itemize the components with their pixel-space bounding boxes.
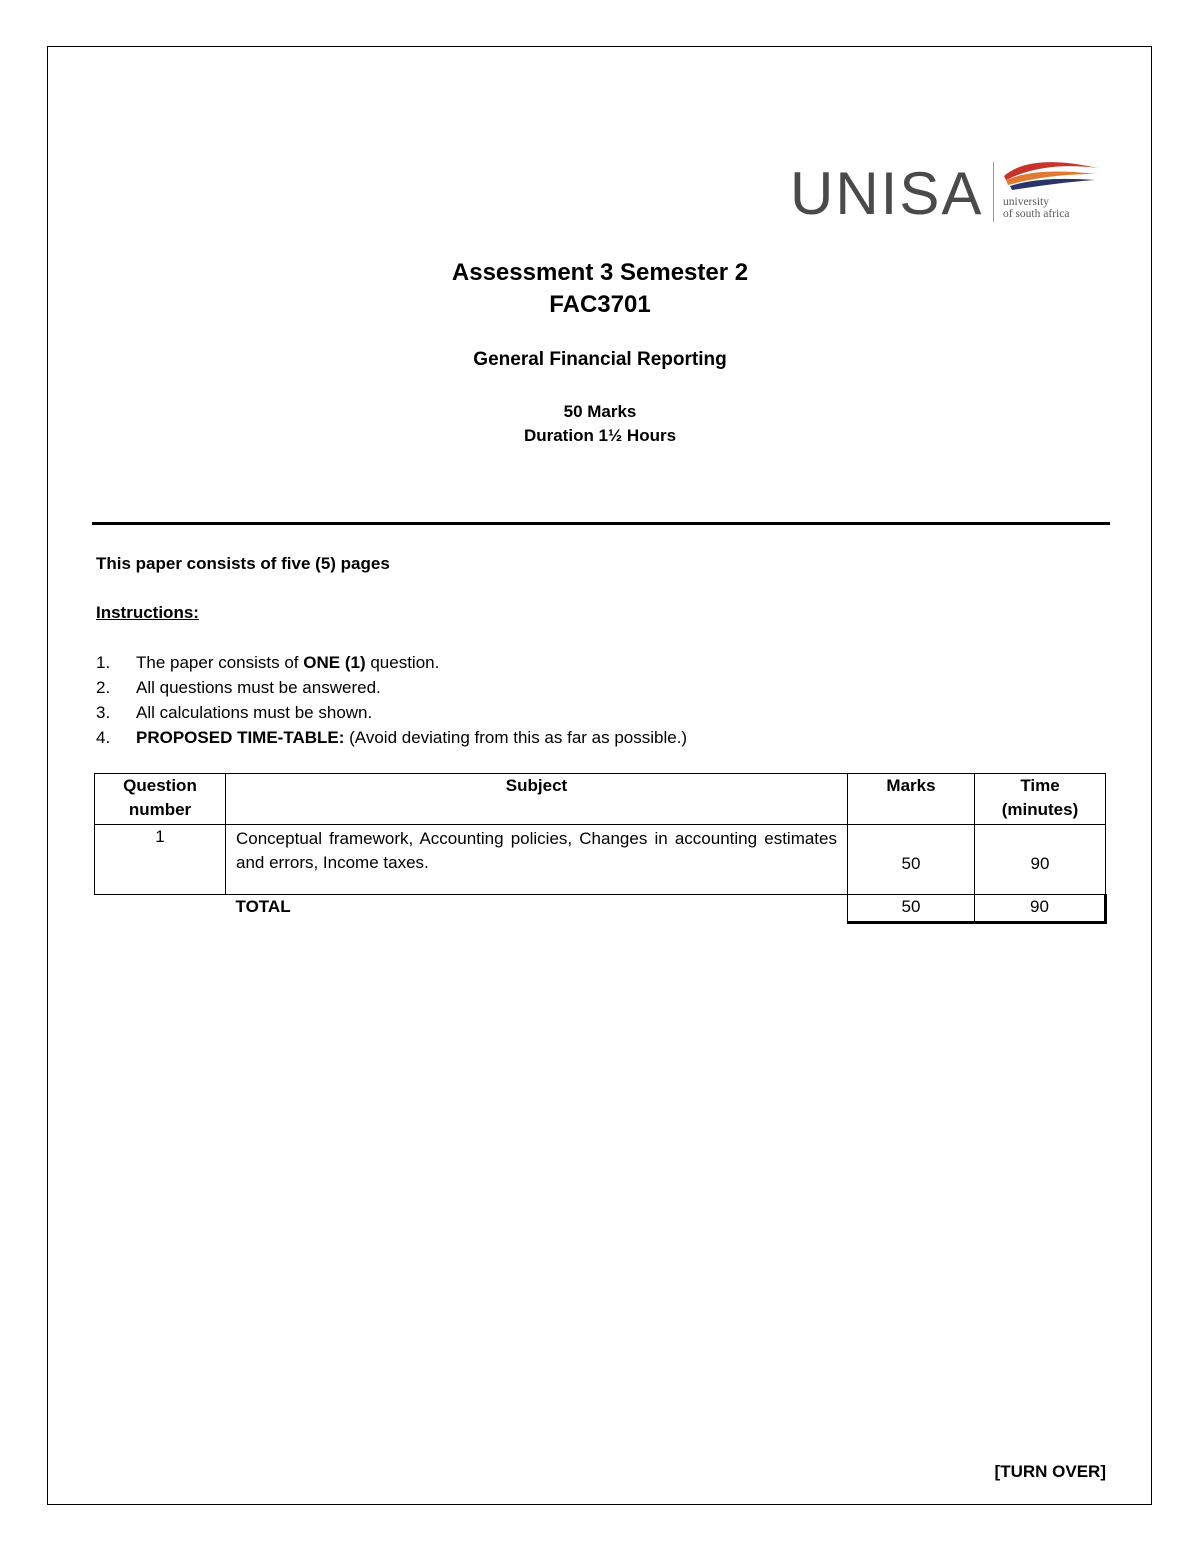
instruction-text: All calculations must be shown.	[136, 703, 373, 722]
header-question: Question number	[95, 774, 226, 825]
logo-divider	[993, 162, 994, 222]
instruction-number: 1.	[96, 653, 111, 672]
logo-wordmark: UNISA	[790, 160, 984, 227]
total-marks: 50 Marks	[563, 402, 637, 421]
logo-subtitle	[1003, 196, 1069, 220]
cell-subject: Conceptual framework, Accounting policies, Changes in accounting estimates and errors, Income taxes.	[226, 825, 848, 895]
header-subject: Subject	[226, 774, 848, 825]
cell-time: 90	[975, 825, 1106, 895]
table-header-row	[95, 774, 1106, 825]
instruction-number: 2.	[96, 678, 111, 697]
total-spacer	[95, 895, 226, 923]
instruction-number: 4.	[96, 728, 111, 747]
total-marks: 50	[848, 895, 975, 923]
instruction-number: 3.	[96, 703, 111, 722]
total-label: TOTAL	[226, 895, 848, 923]
turn-over: [TURN OVER]	[994, 1462, 1106, 1481]
table-row	[95, 825, 1106, 895]
instruction-text: All questions must be answered.	[136, 678, 381, 697]
duration: Duration 1½ Hours	[523, 426, 677, 445]
module-code: FAC3701	[549, 291, 651, 318]
horizontal-rule	[92, 522, 1110, 525]
total-time: 90	[975, 895, 1106, 923]
timetable	[94, 773, 1107, 924]
assessment-title: Assessment 3 Semester 2	[451, 259, 749, 286]
logo-swoosh-icon	[1000, 158, 1100, 192]
instruction-text: PROPOSED TIME-TABLE: (Avoid deviating from this as far as possible.)	[136, 728, 688, 747]
logo-sub-line2: of south africa	[1003, 208, 1070, 220]
instruction-text: The paper consists of ONE (1) question.	[136, 653, 440, 672]
table-total-row	[95, 895, 1106, 923]
unisa-logo	[790, 158, 1110, 228]
instructions-heading: Instructions:	[96, 603, 199, 622]
module-name: General Financial Reporting	[473, 349, 727, 370]
cell-marks: 50	[848, 825, 975, 895]
cell-question: 1	[95, 825, 226, 895]
logo-sub-line1: university	[1003, 196, 1049, 208]
header-time: Time (minutes)	[975, 774, 1106, 825]
header-marks: Marks	[848, 774, 975, 825]
pages-note: This paper consists of five (5) pages	[96, 554, 390, 573]
